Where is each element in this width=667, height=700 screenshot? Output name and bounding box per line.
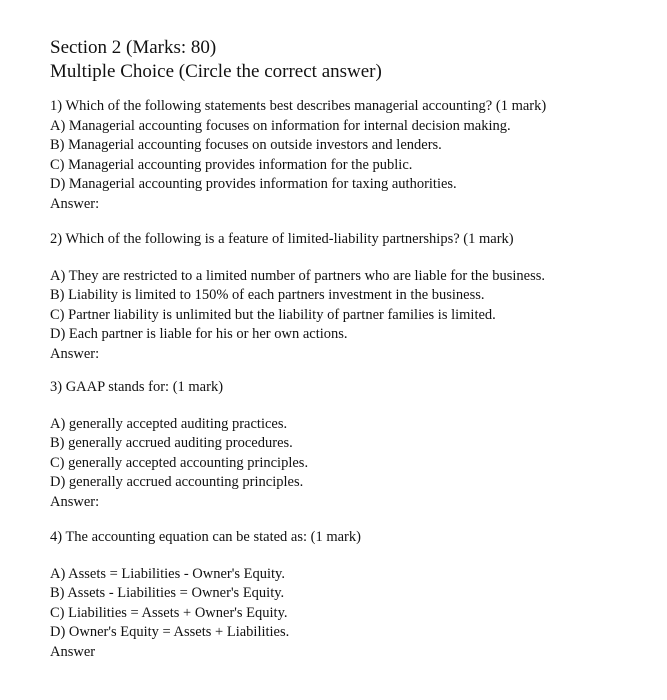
question-4 bbox=[50, 528, 650, 662]
question-4-option-d[interactable]: D) Owner's Equity = Assets + Liabilities. bbox=[50, 624, 290, 640]
question-4-option-c[interactable]: C) Liabilities = Assets + Owner's Equity. bbox=[50, 604, 288, 621]
question-2 bbox=[50, 230, 650, 364]
question-4-option-b[interactable]: B) Assets - Liabilities = Owner's Equity. bbox=[50, 585, 285, 601]
question-3-answer-label: Answer: bbox=[50, 493, 100, 510]
question-2-option-a[interactable]: A) They are restricted to a limited number of partners who are liable for the business. bbox=[50, 267, 545, 284]
question-1-option-a[interactable]: A) Managerial accounting focuses on information for internal decision making. bbox=[50, 117, 511, 134]
question-1 bbox=[50, 97, 650, 214]
question-2-option-d[interactable]: D) Each partner is liable for his or her own actions. bbox=[50, 326, 348, 342]
question-1-option-c[interactable]: C) Managerial accounting provides information for the public. bbox=[50, 156, 413, 173]
question-3-option-a[interactable]: A) generally accepted auditing practices. bbox=[50, 415, 288, 432]
question-1-option-b[interactable]: B) Managerial accounting focuses on outside investors and lenders. bbox=[50, 137, 442, 153]
question-2-stem: 2) Which of the following is a feature of limited-liability partnerships? (1 mark) bbox=[50, 231, 514, 247]
question-1-option-d[interactable]: D) Managerial accounting provides information for taxing authorities. bbox=[50, 176, 457, 192]
question-2-option-b[interactable]: B) Liability is limited to 150% of each partners investment in the business. bbox=[50, 287, 485, 303]
question-1-stem: 1) Which of the following statements best describes managerial accounting? (1 mark) bbox=[50, 98, 547, 114]
section-title: Section 2 (Marks: 80) bbox=[50, 37, 217, 58]
question-3-option-b[interactable]: B) generally accrued auditing procedures. bbox=[50, 435, 293, 451]
question-2-answer-label: Answer: bbox=[50, 345, 100, 362]
question-3-option-c[interactable]: C) generally accepted accounting principles. bbox=[50, 454, 309, 471]
section-subtitle: Multiple Choice (Circle the correct answer) bbox=[50, 61, 382, 82]
question-3 bbox=[50, 378, 650, 512]
question-3-option-d[interactable]: D) generally accrued accounting principles. bbox=[50, 474, 304, 490]
question-1-answer-label: Answer: bbox=[50, 195, 100, 212]
question-4-answer-label: Answer bbox=[50, 643, 96, 660]
question-3-stem: 3) GAAP stands for: (1 mark) bbox=[50, 379, 224, 395]
question-2-option-c[interactable]: C) Partner liability is unlimited but the liability of partner families is limited. bbox=[50, 306, 496, 323]
question-4-option-a[interactable]: A) Assets = Liabilities - Owner's Equity. bbox=[50, 565, 285, 582]
question-4-stem: 4) The accounting equation can be stated as: (1 mark) bbox=[50, 529, 361, 545]
